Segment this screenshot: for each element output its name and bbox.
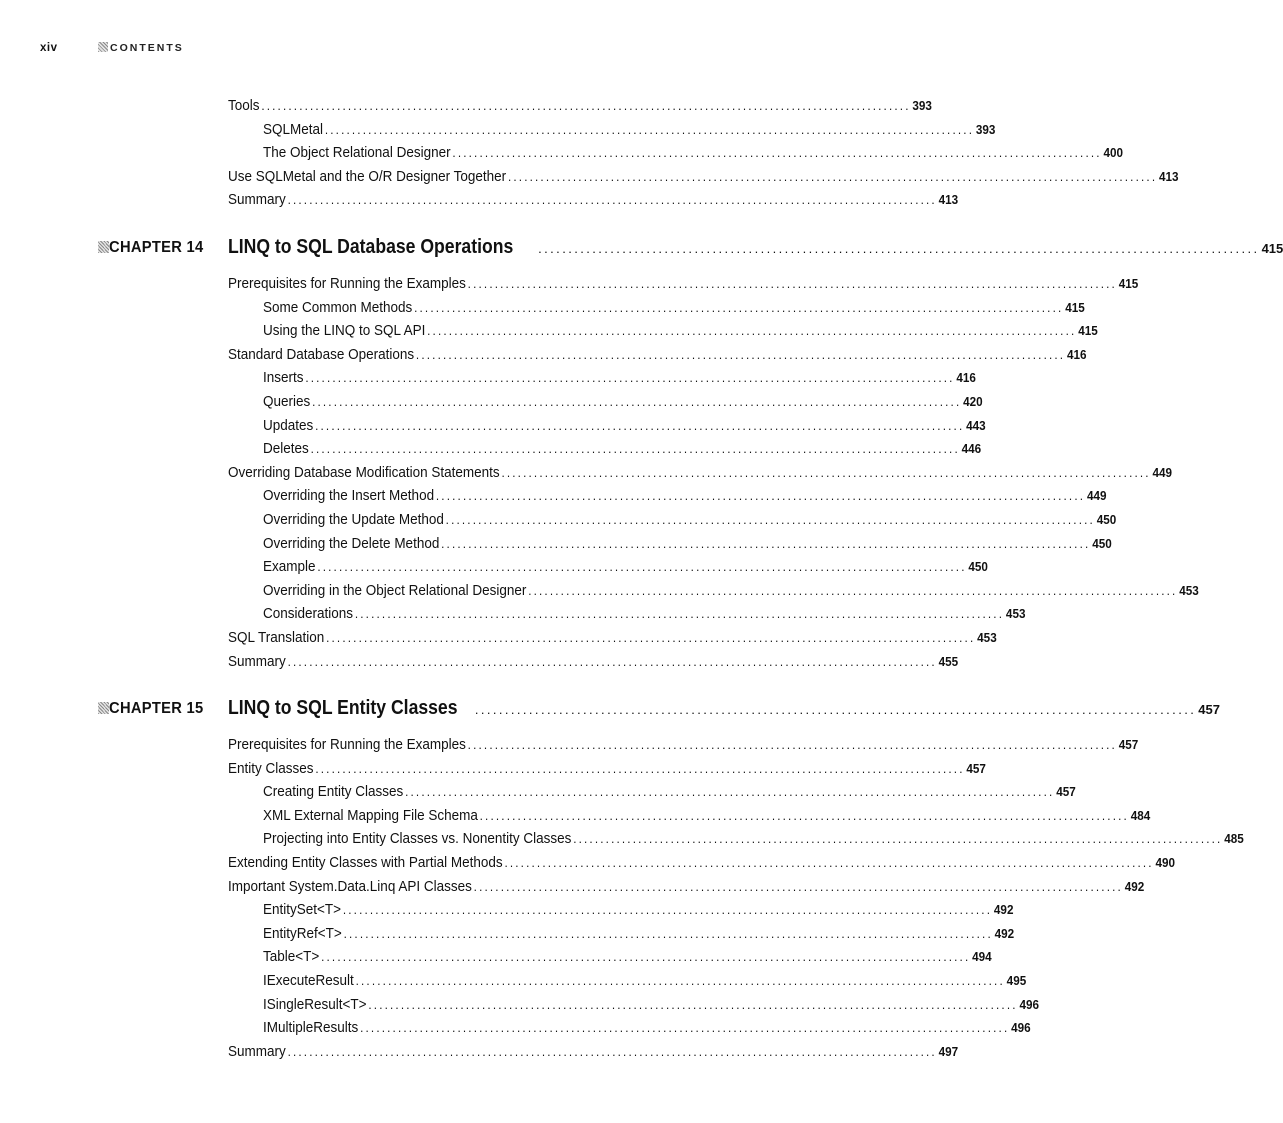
dot-leader: ........................................................................................................................: [467, 737, 1117, 752]
chapter-heading[interactable]: [228, 236, 1283, 262]
dot-leader: ........................................................................................................................: [467, 276, 1117, 291]
toc-entry[interactable]: [263, 605, 1026, 627]
toc-entry-page: 457: [1056, 784, 1076, 800]
toc-entry-page: 453: [1005, 606, 1026, 622]
toc-entry[interactable]: [263, 972, 1027, 994]
toc-entry-page: 450: [1096, 512, 1117, 527]
toc-entry-page: 492: [994, 925, 1015, 941]
toc-entry-page: 457: [966, 760, 986, 776]
toc-entry-title: Inserts: [263, 369, 304, 387]
hatch-ornament-icon: [98, 241, 109, 253]
toc-entry-title: IExecuteResult: [263, 972, 354, 989]
chapter-label: [98, 700, 203, 718]
dot-leader: ........................................................................................................................: [342, 902, 993, 918]
toc-entry-title: Table<T>: [263, 948, 320, 966]
toc-entry[interactable]: [263, 487, 1107, 509]
toc-entry[interactable]: [228, 759, 986, 782]
toc-entry-page: 416: [1067, 346, 1087, 362]
toc-entry[interactable]: [228, 167, 1179, 190]
toc-entry-page: 455: [938, 653, 959, 669]
toc-entry[interactable]: [228, 463, 1173, 486]
dot-leader: ........................................................................................................................: [287, 1043, 937, 1059]
dot-leader: ........................................................................................................................: [474, 702, 1197, 717]
toc-entry-page: 457: [1118, 737, 1139, 752]
toc-entry-page: 494: [972, 949, 992, 965]
dot-leader: ........................................................................................................................: [528, 582, 1178, 598]
toc-entry-title: XML External Mapping File Schema: [263, 806, 478, 824]
chapter-label-text: CHAPTER 15: [109, 700, 204, 717]
dot-leader: ........................................................................................................................: [261, 98, 911, 113]
chapter-label: [98, 239, 203, 257]
toc-entry[interactable]: [263, 511, 1117, 533]
toc-entry-page: 450: [1092, 535, 1112, 551]
toc-entry-title: Summary: [228, 1042, 286, 1060]
toc-entry-page: 449: [1152, 464, 1173, 480]
toc-entry-title: Overriding in the Object Relational Designer: [263, 581, 527, 599]
page-header: [40, 42, 800, 58]
toc-entry-title: Entity Classes: [228, 759, 314, 777]
toc-entry-page: 490: [1155, 855, 1176, 870]
toc-entry-title: SQL Translation: [228, 629, 325, 646]
dot-leader: ........................................................................................................................: [305, 370, 955, 386]
toc-entry-title: The Object Relational Designer: [263, 144, 451, 162]
toc-entry-title: Example: [263, 558, 316, 576]
toc-entry[interactable]: [263, 416, 986, 439]
toc-entry-title: Overriding the Update Method: [263, 511, 444, 528]
dot-leader: ........................................................................................................................: [368, 996, 1018, 1012]
dot-leader: ........................................................................................................................: [452, 145, 1102, 161]
toc-entry-page: 413: [1159, 168, 1179, 184]
toc-entry-page: 495: [1006, 973, 1027, 988]
dot-leader: ........................................................................................................................: [326, 630, 976, 645]
toc-entry-page: 453: [1179, 582, 1199, 598]
toc-entry-page: 496: [1011, 1020, 1031, 1036]
toc-entry-title: Use SQLMetal and the O/R Designer Together: [228, 167, 507, 185]
dot-leader: ........................................................................................................................: [312, 394, 962, 409]
toc-entry[interactable]: [263, 534, 1112, 557]
toc-entry-title: ISingleResult<T>: [263, 995, 367, 1013]
toc-entry-title: Considerations: [263, 605, 354, 623]
chapter-page: 457: [1198, 702, 1220, 717]
toc-entry-page: 420: [963, 394, 983, 409]
chapter-title: LINQ to SQL Entity Classes: [228, 697, 458, 719]
toc-entry-title: EntitySet<T>: [263, 901, 342, 919]
chapter-label-text: CHAPTER 14: [109, 239, 204, 256]
hatch-ornament-icon: [98, 42, 108, 52]
chapter-title: LINQ to SQL Database Operations: [228, 236, 514, 258]
dot-leader: ........................................................................................................................: [507, 168, 1158, 184]
dot-leader: ........................................................................................................................: [287, 192, 937, 208]
dot-leader: ........................................................................................................................: [317, 559, 967, 575]
toc-entry-page: 400: [1103, 145, 1124, 161]
toc-entry-title: Deletes: [263, 440, 309, 458]
running-head: [98, 42, 184, 54]
toc-entry[interactable]: [228, 345, 1087, 368]
page-number: xiv: [40, 42, 58, 54]
dot-leader: ........................................................................................................................: [324, 121, 975, 137]
toc-entry[interactable]: [263, 995, 1039, 1018]
dot-leader: ........................................................................................................................: [441, 535, 1091, 551]
toc-entry[interactable]: [228, 652, 959, 675]
toc-entry-title: Overriding Database Modification Statements: [228, 463, 500, 481]
toc-entry-title: IMultipleResults: [263, 1019, 359, 1037]
toc-entry[interactable]: [228, 191, 959, 213]
toc-entry[interactable]: [263, 806, 1151, 829]
toc-entry[interactable]: [228, 736, 1139, 758]
toc-entry[interactable]: [263, 783, 1076, 805]
toc-entry[interactable]: [263, 298, 1085, 321]
toc-entry-title: Projecting into Entity Classes vs. Nonentity Classes: [263, 830, 572, 848]
dot-leader: ........................................................................................................................: [427, 323, 1077, 339]
toc-entry-page: 415: [1065, 299, 1085, 315]
toc-entry-page: 484: [1130, 807, 1151, 823]
toc-entry-page: 393: [975, 121, 996, 137]
toc-entry[interactable]: [263, 558, 988, 580]
toc-entry[interactable]: [263, 393, 983, 415]
toc-entry[interactable]: [263, 948, 992, 970]
toc-entry-title: SQLMetal: [263, 120, 324, 138]
dot-leader: ........................................................................................................................: [435, 488, 1086, 504]
toc-entry[interactable]: [228, 97, 932, 119]
toc-entry-page: 496: [1019, 996, 1039, 1012]
toc-entry[interactable]: [228, 1042, 959, 1065]
toc-entry[interactable]: [263, 440, 982, 462]
dot-leader: ........................................................................................................................: [414, 299, 1064, 315]
toc-entry[interactable]: [228, 854, 1176, 876]
toc-entry-page: 415: [1078, 323, 1098, 339]
dot-leader: ........................................................................................................................: [360, 1020, 1010, 1036]
toc-entry-page: 492: [993, 902, 1014, 918]
toc-entry-title: Updates: [263, 416, 314, 434]
running-head-text: CONTENTS: [110, 42, 184, 54]
toc-entry[interactable]: [263, 369, 976, 391]
toc-entry-page: 449: [1086, 488, 1107, 504]
toc-entry[interactable]: [263, 322, 1098, 344]
dot-leader: ........................................................................................................................: [355, 973, 1005, 988]
toc-entry-title: Extending Entity Classes with Partial Methods: [228, 854, 503, 871]
toc-entry[interactable]: [263, 581, 1199, 604]
toc-entry-page: 450: [968, 559, 988, 575]
dot-leader: ........................................................................................................................: [321, 949, 971, 965]
toc-entry-page: 492: [1124, 878, 1145, 894]
dot-leader: ........................................................................................................................: [538, 241, 1260, 256]
toc-entry-title: Summary: [228, 652, 286, 670]
toc-entry[interactable]: [263, 830, 1244, 852]
toc-entry[interactable]: [263, 901, 1014, 923]
dot-leader: ........................................................................................................................: [310, 441, 960, 457]
toc-entry-title: Important System.Data.Linq API Classes: [228, 877, 472, 895]
toc-entry-title: Summary: [228, 191, 286, 209]
dot-leader: ........................................................................................................................: [315, 760, 965, 776]
toc-entry-page: 416: [956, 370, 976, 386]
toc-entry-page: 393: [912, 98, 932, 113]
toc-entry-title: Overriding the Delete Method: [263, 534, 440, 552]
toc-entry[interactable]: [263, 144, 1124, 166]
chapter-page: 415: [1261, 241, 1283, 256]
dot-leader: ........................................................................................................................: [315, 417, 965, 433]
toc-entry[interactable]: [228, 275, 1139, 297]
toc-entry-title: EntityRef<T>: [263, 924, 342, 942]
dot-leader: ........................................................................................................................: [501, 464, 1151, 480]
toc-entry-page: 453: [977, 630, 997, 645]
toc-entry[interactable]: [263, 1019, 1031, 1041]
toc-entry-title: Queries: [263, 393, 311, 410]
toc-entry-title: Prerequisites for Running the Examples: [228, 736, 466, 753]
dot-leader: ........................................................................................................................: [504, 855, 1154, 870]
dot-leader: ........................................................................................................................: [405, 784, 1055, 800]
toc-entry-title: Standard Database Operations: [228, 345, 415, 363]
toc-entry-page: 443: [966, 417, 986, 433]
toc-entry-page: 415: [1118, 276, 1139, 291]
toc-entry-page: 413: [938, 192, 959, 208]
toc-entry-title: Overriding the Insert Method: [263, 487, 435, 505]
toc-entry[interactable]: [263, 924, 1015, 947]
dot-leader: ........................................................................................................................: [445, 512, 1095, 527]
toc-entry-title: Tools: [228, 97, 260, 114]
dot-leader: ........................................................................................................................: [343, 925, 993, 941]
toc-entry-page: 446: [961, 441, 982, 457]
toc-entry[interactable]: [228, 877, 1145, 900]
toc-entry[interactable]: [228, 629, 997, 651]
hatch-ornament-icon: [98, 702, 109, 714]
dot-leader: ........................................................................................................................: [573, 831, 1223, 847]
toc-entry[interactable]: [263, 120, 996, 143]
dot-leader: ........................................................................................................................: [479, 807, 1129, 823]
dot-leader: ........................................................................................................................: [415, 346, 1066, 362]
chapter-heading[interactable]: [228, 697, 1220, 723]
dot-leader: ........................................................................................................................: [287, 653, 937, 669]
toc-entry-page: 497: [938, 1043, 959, 1059]
dot-leader: ........................................................................................................................: [354, 606, 1005, 622]
toc-entry-title: Using the LINQ to SQL API: [263, 322, 426, 340]
toc-entry-title: Some Common Methods: [263, 298, 413, 316]
toc-entry-page: 485: [1224, 831, 1244, 847]
toc-entry-title: Prerequisites for Running the Examples: [228, 275, 466, 292]
dot-leader: ........................................................................................................................: [473, 878, 1123, 894]
toc-entry-title: Creating Entity Classes: [263, 783, 404, 801]
